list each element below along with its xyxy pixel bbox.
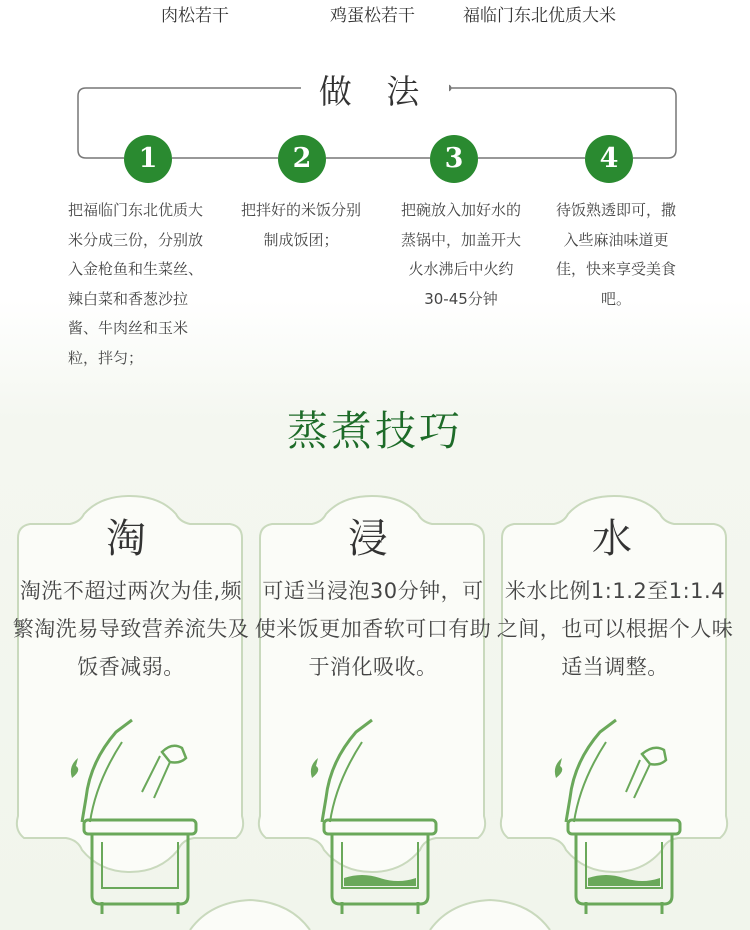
step-1-number: 1 bbox=[124, 135, 172, 183]
card-1-head: 淘 bbox=[106, 516, 146, 562]
card-3-text: 米水比例1:1.2至1:1.4之间，也可以根据个人味适当调整。 bbox=[496, 579, 734, 679]
step-3-number: 3 bbox=[430, 135, 478, 183]
card-4-frame-partial bbox=[190, 900, 310, 930]
step-2-text: 把拌好的米饭分别制成饭团； bbox=[240, 201, 361, 249]
step-3-text: 把碗放入加好水的蒸锅中，加盖开大火水沸后中火约30-45分钟 bbox=[400, 201, 521, 308]
method-title-text: 做 法 bbox=[301, 72, 450, 111]
step-4-number: 4 bbox=[585, 135, 633, 183]
card-2-text: 可适当浸泡30分钟，可使米饭更加香软可口有助于消化吸收。 bbox=[254, 579, 492, 679]
caption-egg-floss: 鸡蛋松若干 bbox=[330, 6, 415, 26]
caption-pork-floss: 肉松若干 bbox=[161, 6, 229, 26]
step-1-text: 把福临门东北优质大米分成三份，分别放入金枪鱼和生菜丝、辣白菜和香葱沙拉酱、牛肉丝和玉米粒，拌匀； bbox=[68, 201, 204, 367]
step-4-text: 待饭熟透即可，撒入些麻油味道更佳，快来享受美食吧。 bbox=[555, 201, 676, 308]
card-3-head: 水 bbox=[592, 516, 632, 562]
tips-title: 蒸煮技巧 bbox=[287, 407, 463, 455]
step-2-number: 2 bbox=[278, 135, 326, 183]
card-2-head: 浸 bbox=[348, 516, 388, 562]
card-1-text: 淘洗不超过两次为佳,频繁淘洗易导致营养流失及饭香减弱。 bbox=[12, 579, 250, 679]
method-title bbox=[0, 66, 750, 113]
caption-rice: 福临门东北优质大米 bbox=[463, 6, 616, 26]
card-5-frame-partial bbox=[430, 900, 550, 930]
